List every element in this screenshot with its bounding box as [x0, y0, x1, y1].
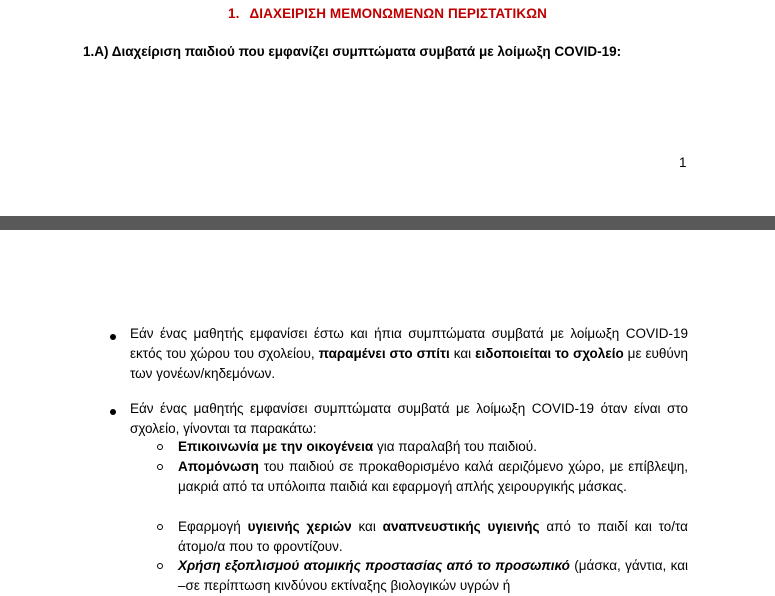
sub-bullet-circle [157, 563, 163, 569]
sub-list-item: Χρήση εξοπλισμού ατομικής προστασίας από το προσωπικό (μάσκα, γάντια, και –σε περίπτωση κινδύνου εκτίναξης βιολογικών υγρών ή [178, 558, 688, 593]
sub-bullet-circle [157, 464, 163, 470]
bullet-item: Εάν ένας μαθητής εμφανίσει συμπτώματα συμβατά με λοίμωξη COVID-19 όταν είναι στο σχολείο, γίνονται τα παρακάτω: [130, 401, 688, 436]
bullet-dot [110, 409, 116, 415]
document-page-top [0, 0, 775, 216]
page-number: 1 [679, 155, 687, 170]
section-heading [0, 6, 775, 21]
sub-list-item: Εφαρμογή υγιεινής χεριών και αναπνευστικής υγιεινής από το παιδί και το/τα άτομο/α που το φροντίζουν. [178, 519, 688, 554]
section-title: ΔΙΑΧΕΙΡΙΣΗ ΜΕΜΟΝΩΜΕΝΩΝ ΠΕΡΙΣΤΑΤΙΚΩΝ [249, 6, 547, 21]
sub-bullet-circle [157, 444, 163, 450]
section-number: 1. [228, 6, 240, 21]
sub-list-item: Απομόνωση του παιδιού σε προκαθορισμένο καλά αεριζόμενο χώρο, με επίβλεψη, μακριά από τα υπόλοιπα παιδιά και εφαρμογή απλής χειρουργικής μάσκας. [178, 459, 688, 494]
page-separator [0, 216, 775, 230]
bullet-item: Εάν ένας μαθητής εμφανίσει έστω και ήπια συμπτώματα συμβατά με λοίμωξη COVID-19 εκτός του χώρου του σχολείου, παραμένει στο σπίτι και ειδοποιείται το σχολείο με ευθύνη των γονέων/κηδεμόνων. [130, 326, 689, 381]
subsection-heading: 1.Α) Διαχείριση παιδιού που εμφανίζει συμπτώματα συμβατά με λοίμωξη COVID-19: [83, 44, 622, 59]
sub-list-item: Επικοινωνία με την οικογένεια για παραλαβή του παιδιού. [178, 439, 537, 454]
bullet-dot [110, 334, 116, 340]
sub-bullet-circle [157, 524, 163, 530]
document-page-bottom [0, 230, 775, 594]
